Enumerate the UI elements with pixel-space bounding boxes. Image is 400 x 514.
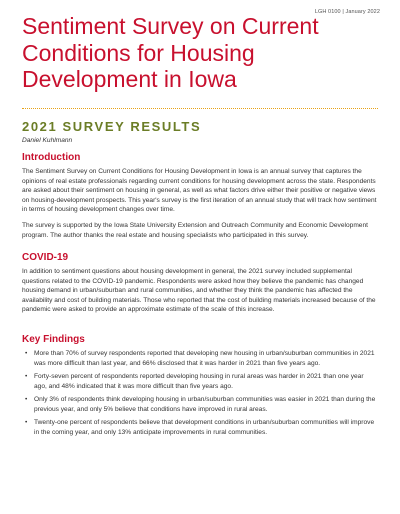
list-item (22, 349, 378, 368)
introduction-heading: Introduction (22, 152, 81, 163)
finding-text: Only 3% of respondents think developing housing in urban/suburban communities was easier in 2021 than during the previous year, and only 5% believe that conditions have improved in rural areas. (34, 396, 376, 413)
introduction-paragraph-1: The Sentiment Survey on Current Conditions for Housing Development in Iowa is an annual survey that captures the opinions of real estate professionals regarding current conditions for housing development across the state. Respondents are asked about their sentiment on housing in general, as well as what factors drive either their positive or negative views on housing-development prospects. This year's survey is the first iteration of an annual study that will track how sentiment in terms of housing development changes over time. (22, 168, 377, 213)
document-id: LGH 0100 | January 2022 (314, 9, 380, 15)
covid-paragraph: In addition to sentiment questions about housing development in general, the 2021 survey included supplemental questions related to the COVID-19 pandemic. Respondents were asked how they believe the pandemic has changed housing demand in urban/suburban and rural communities, and whether they think the pandemic has affected the availability and cost of building materials. Those who reported that the cost of building materials increased because of the pandemic were asked to provide an approximate estimate of the scale of this increase. (22, 268, 376, 313)
finding-text: Forty-seven percent of respondents reported developing housing in rural areas was harder in 2021 than one year ago, and 48% indicated that it was more difficult than five years ago. (34, 373, 364, 390)
bullet-icon: • (25, 419, 28, 426)
list-item (22, 372, 378, 391)
key-findings-heading: Key Findings (22, 334, 85, 345)
covid-heading: COVID-19 (22, 252, 69, 263)
dotted-divider (22, 108, 378, 109)
document-title: Sentiment Survey on Current Conditions for Housing Development in Iowa (22, 13, 319, 92)
key-findings-list (22, 349, 378, 441)
survey-results-heading: 2021 SURVEY RESULTS (22, 119, 202, 134)
finding-text: More than 70% of survey respondents reported that developing new housing in urban/suburban communities in 2021 was more difficult than last year, and 66% disclosed that it was harder in 2021 than five years ago. (34, 350, 375, 367)
bullet-icon: • (25, 396, 28, 403)
introduction-paragraph-2: The survey is supported by the Iowa State University Extension and Outreach Community and Economic Development program. The author thanks the real estate and housing specialists who participated in this survey. (22, 222, 368, 239)
author-name: Daniel Kuhlmann (22, 137, 73, 144)
bullet-icon: • (25, 373, 28, 380)
bullet-icon: • (25, 350, 28, 357)
list-item (22, 395, 378, 414)
finding-text: Twenty-one percent of respondents believe that development conditions in urban/suburban communities will improve in the coming year, and only 13% anticipate improvements in rural communities. (34, 419, 375, 436)
list-item (22, 418, 378, 437)
